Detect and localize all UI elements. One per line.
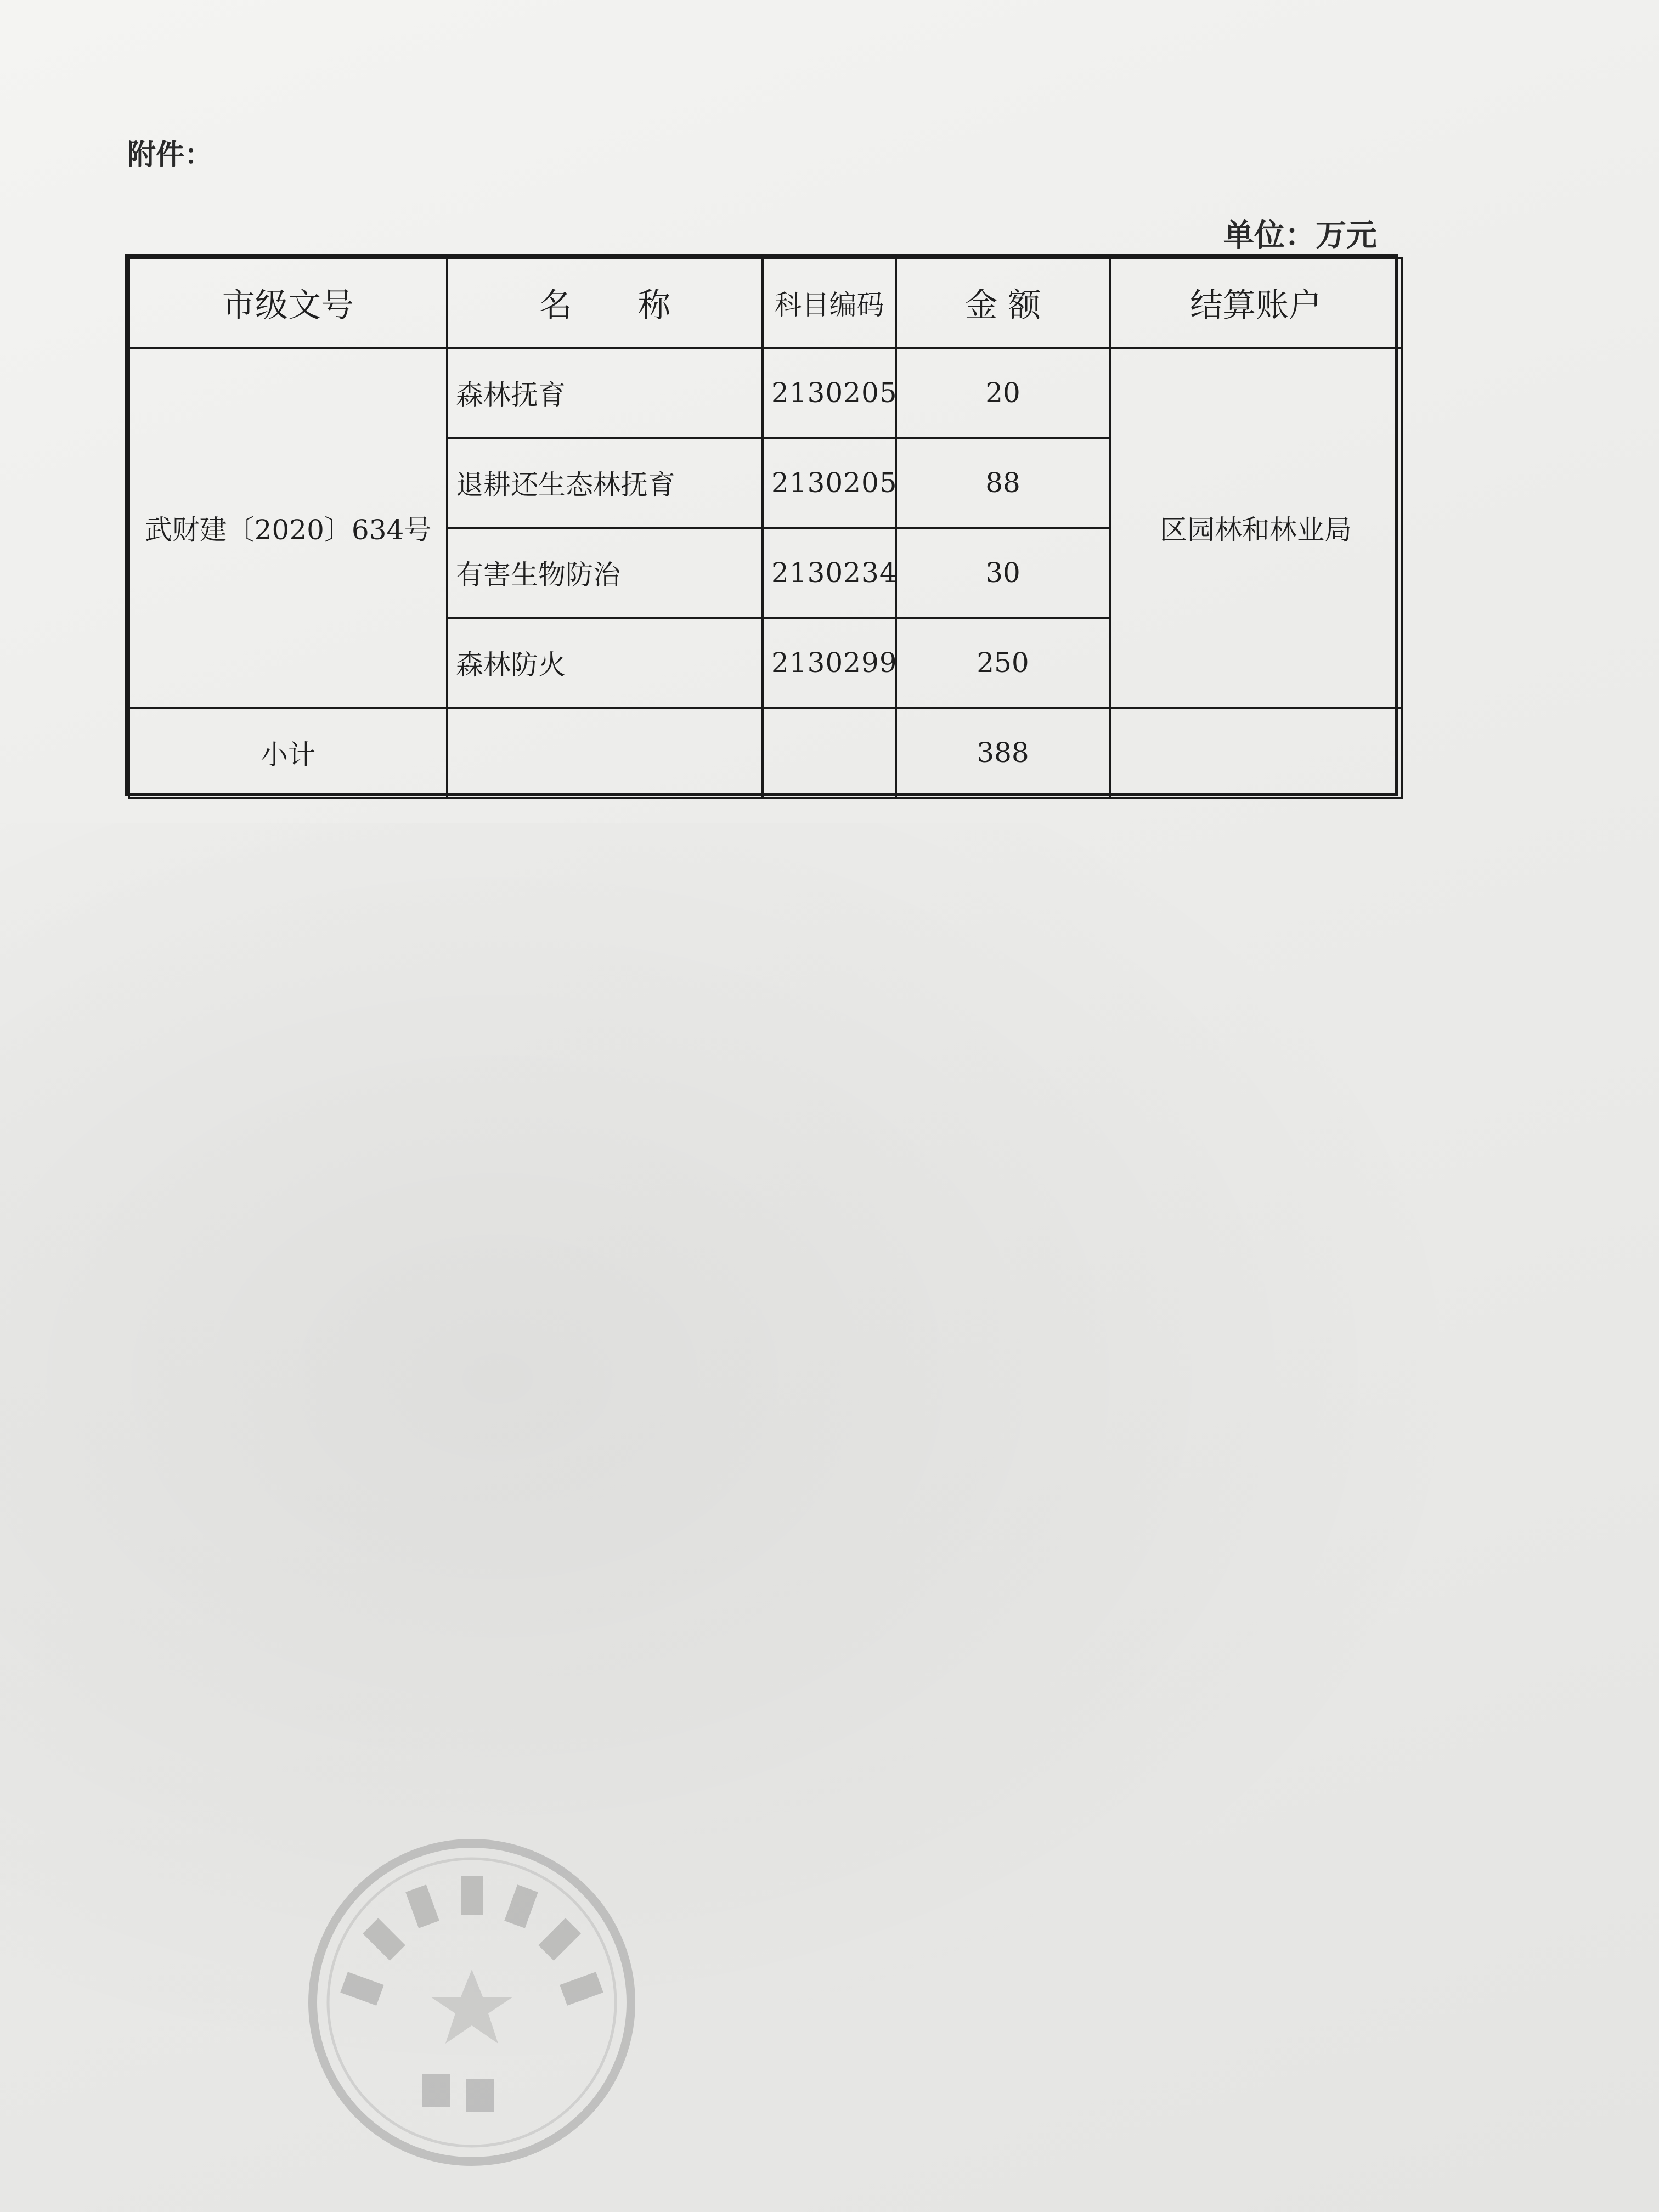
header-doc-number: 市级文号 <box>129 258 447 348</box>
unit-label: 单位：万元 <box>1223 217 1377 253</box>
account-cell: 区园林和林业局 <box>1110 348 1402 708</box>
header-name: 名 称 <box>447 258 763 348</box>
table-row <box>129 348 1402 438</box>
row-name: 森林抚育 <box>447 348 763 438</box>
header-amount: 金 额 <box>896 258 1110 348</box>
row-amount: 20 <box>896 348 1110 438</box>
subtotal-amount: 388 <box>896 708 1110 798</box>
row-amount: 250 <box>896 618 1110 708</box>
subtotal-empty-code <box>763 708 896 798</box>
header-subject-code: 科目编码 <box>763 258 896 348</box>
row-code: 2130234 <box>763 528 896 618</box>
row-name: 有害生物防治 <box>447 528 763 618</box>
row-amount: 88 <box>896 438 1110 528</box>
row-amount: 30 <box>896 528 1110 618</box>
funding-table <box>125 254 1398 796</box>
row-code: 2130299 <box>763 618 896 708</box>
photo-shadow <box>0 823 1659 2212</box>
row-code: 2130205 <box>763 438 896 528</box>
subtotal-empty-name <box>447 708 763 798</box>
subtotal-row <box>129 708 1402 798</box>
subtotal-empty-account <box>1110 708 1402 798</box>
header-account: 结算账户 <box>1110 258 1402 348</box>
table-header-row <box>129 258 1402 348</box>
row-name: 退耕还生态林抚育 <box>447 438 763 528</box>
row-name: 森林防火 <box>447 618 763 708</box>
row-code: 2130205 <box>763 348 896 438</box>
official-seal-icon <box>302 1832 642 2172</box>
doc-number-cell: 武财建〔2020〕634号 <box>129 348 447 708</box>
attachment-label: 附件： <box>127 138 213 172</box>
subtotal-label: 小计 <box>129 708 447 798</box>
